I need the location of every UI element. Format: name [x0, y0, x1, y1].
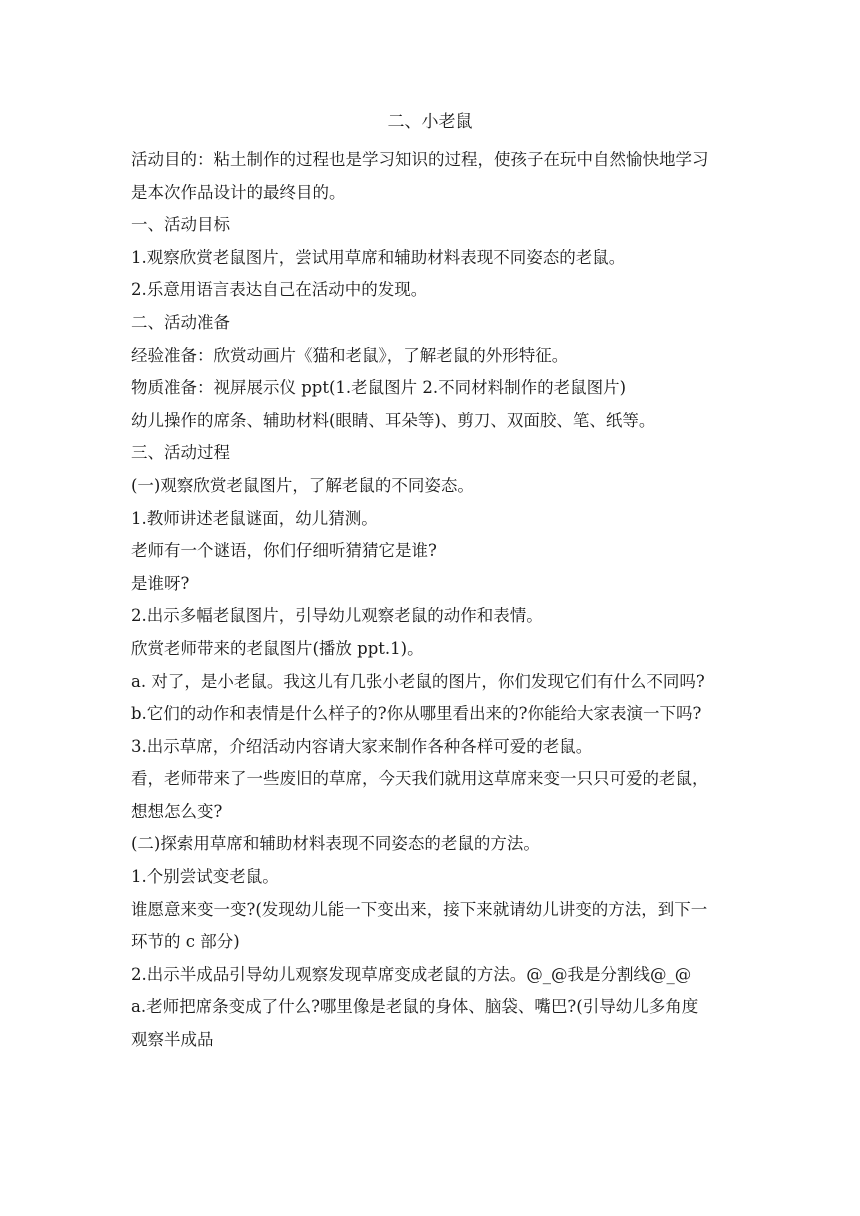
- text-line: 3.出示草席，介绍活动内容请大家来制作各种各样可爱的老鼠。: [131, 736, 593, 756]
- text-line: 1.个别尝试变老鼠。: [131, 867, 279, 887]
- text-line: 观察半成品: [131, 1030, 214, 1050]
- text-line: 2.出示半成品引导幼儿观察发现草席变成老鼠的方法。@_@我是分割线@_@: [131, 964, 692, 984]
- text-line: 谁愿意来变一变?(发现幼儿能一下变出来，接下来就请幼儿讲变的方法，到下一: [131, 899, 708, 919]
- text-line: 是本次作品设计的最终目的。: [131, 182, 346, 202]
- text-line: 想想怎么变?: [131, 801, 223, 821]
- text-line: 老师有一个谜语，你们仔细听猜猜它是谁?: [131, 541, 437, 561]
- text-line: b.它们的动作和表情是什么样子的?你从哪里看出来的?你能给大家表演一下吗?: [131, 704, 702, 724]
- text-line: (二)探索用草席和辅助材料表现不同姿态的老鼠的方法。: [131, 834, 540, 854]
- text-line: 二、活动准备: [131, 312, 230, 332]
- document-body: [131, 144, 731, 1057]
- text-line: 2.乐意用语言表达自己在活动中的发现。: [131, 280, 428, 300]
- text-line: 欣赏老师带来的老鼠图片(播放 ppt.1)。: [131, 638, 424, 658]
- text-line: 环节的 c 部分): [131, 932, 240, 952]
- text-line: a. 对了，是小老鼠。我这儿有几张小老鼠的图片，你们发现它们有什么不同吗?: [131, 671, 705, 691]
- text-line: 看，老师带来了一些废旧的草席，今天我们就用这草席来变一只只可爱的老鼠，: [131, 769, 709, 789]
- text-line: 幼儿操作的席条、辅助材料(眼睛、耳朵等)、剪刀、双面胶、笔、纸等。: [131, 410, 656, 430]
- text-line: 是谁呀?: [131, 573, 190, 593]
- text-line: 1.观察欣赏老鼠图片，尝试用草席和辅助材料表现不同姿态的老鼠。: [131, 247, 626, 267]
- document-title: 二、小老鼠: [387, 112, 473, 132]
- text-line: 一、活动目标: [131, 215, 230, 235]
- text-line: (一)观察欣赏老鼠图片，了解老鼠的不同姿态。: [131, 475, 474, 495]
- text-line: 2.出示多幅老鼠图片，引导幼儿观察老鼠的动作和表情。: [131, 606, 543, 626]
- text-line: 经验准备：欣赏动画片《猫和老鼠》，了解老鼠的外形特征。: [131, 345, 569, 365]
- text-line: a.老师把席条变成了什么?哪里像是老鼠的身体、脑袋、嘴巴?(引导幼儿多角度: [131, 997, 699, 1017]
- text-line: 三、活动过程: [131, 443, 230, 463]
- text-line: 物质准备：视屏展示仪 ppt(1.老鼠图片 2.不同材料制作的老鼠图片): [131, 378, 627, 398]
- text-line: 1.教师讲述老鼠谜面，幼儿猜测。: [131, 508, 378, 528]
- text-line: 活动目的：粘土制作的过程也是学习知识的过程，使孩子在玩中自然愉快地学习: [131, 150, 709, 169]
